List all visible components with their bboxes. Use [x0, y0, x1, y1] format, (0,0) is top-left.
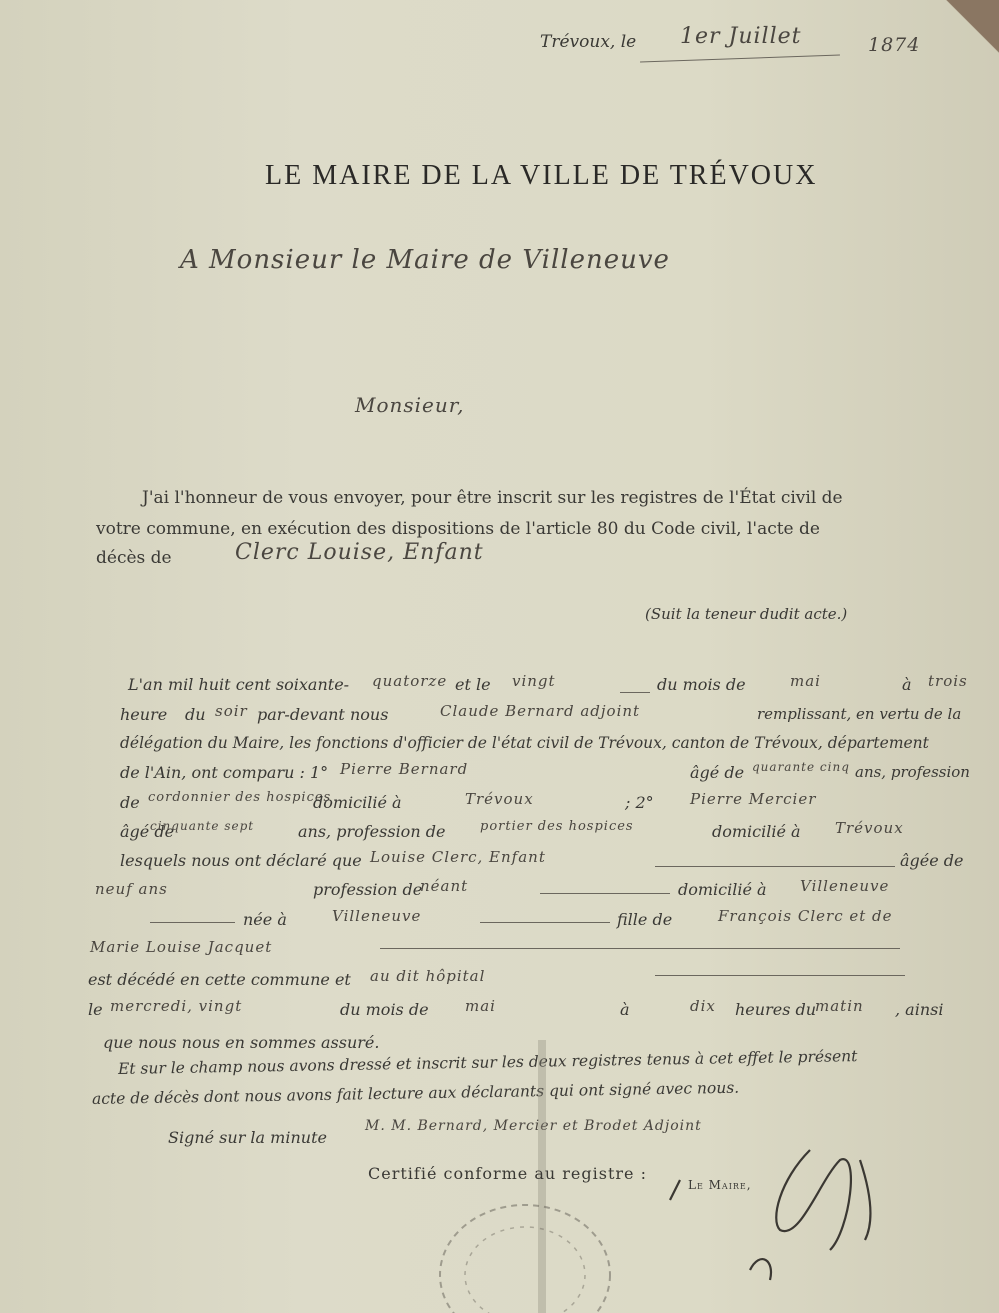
act-handwriting: Villeneuve — [332, 907, 422, 925]
act-handwriting: dix — [690, 997, 716, 1015]
act-text: du mois de — [340, 1000, 429, 1019]
act-text: de — [120, 793, 140, 812]
act-handwriting: M. M. Bernard, Mercier et Brodet Adjoint — [365, 1118, 702, 1134]
page-corner-shadow — [939, 0, 999, 70]
intro-line-1: J'ai l'honneur de vous envoyer, pour être inscrit sur les registres de l'État civil de — [142, 488, 843, 508]
blank-line — [540, 893, 670, 894]
act-text: délégation du Maire, les fonctions d'officier de l'état civil de Trévoux, canton de Trévoux, département — [120, 734, 929, 752]
act-text: ans, profession — [855, 763, 970, 781]
note: (Suit la teneur dudit acte.) — [645, 605, 848, 623]
official-stamp — [425, 1185, 625, 1313]
act-handwriting: cinquante sept — [150, 819, 255, 833]
act-handwriting: vingt — [512, 672, 556, 690]
act-handwriting: Pierre Mercier — [690, 790, 817, 808]
act-text: du mois de — [657, 675, 746, 694]
certification: Certifié conforme au registre : — [368, 1164, 647, 1183]
act-text: âgé de — [120, 822, 175, 841]
act-text: et le — [455, 675, 491, 694]
act-text: L'an mil huit cent soixante- — [128, 675, 350, 694]
act-text: Et sur le champ nous avons dressé et inscrit sur les deux registres tenus à cet effet le présent — [117, 1047, 858, 1078]
act-text: âgée de — [900, 851, 964, 870]
act-text: est décédé en cette commune et — [88, 970, 351, 989]
salutation: Monsieur, — [355, 393, 465, 417]
blank-line — [655, 975, 905, 976]
act-handwriting: Trévoux — [465, 790, 534, 808]
act-text: née à — [243, 910, 287, 929]
act-text: du — [185, 705, 206, 724]
page-title: LE MAIRE DE LA VILLE DE TRÉVOUX — [265, 160, 818, 191]
addressee: A Monsieur le Maire de Villeneuve — [180, 245, 670, 275]
act-text: domicilié à — [712, 822, 801, 841]
act-text: le — [88, 1000, 103, 1019]
act-text: ; 2° — [625, 793, 654, 812]
blank-line — [480, 922, 610, 923]
blank-line — [655, 866, 895, 867]
act-text: , ainsi — [895, 1000, 944, 1019]
act-handwriting: quarante cinq — [752, 760, 850, 774]
act-text: âgé de — [690, 763, 745, 782]
act-handwriting: mai — [465, 997, 496, 1015]
act-handwriting: trois — [928, 672, 968, 690]
intro-line-2: votre commune, en exécution des dispositions de l'article 80 du Code civil, l'acte de — [96, 519, 820, 539]
act-handwriting: au dit hôpital — [370, 967, 486, 985]
act-handwriting: Trévoux — [835, 819, 904, 837]
deceased-name: Clerc Louise, Enfant — [235, 540, 484, 565]
act-handwriting: matin — [815, 997, 864, 1015]
mayor-signature — [660, 1140, 920, 1290]
act-handwriting: Louise Clerc, Enfant — [370, 848, 546, 866]
act-handwriting: soir — [215, 702, 248, 720]
header-place: Trévoux, le — [540, 32, 637, 52]
act-text: remplissant, en vertu de la — [757, 705, 962, 723]
act-text: heures du — [735, 1000, 817, 1019]
act-text: domicilié à — [313, 793, 402, 812]
act-text: heure — [120, 705, 168, 724]
blank-line — [150, 922, 235, 923]
intro-line-3-prefix: décès de — [96, 548, 172, 568]
act-text: de l'Ain, ont comparu : 1° — [120, 763, 329, 782]
act-handwriting: François Clerc et de — [718, 907, 893, 925]
act-text: ans, profession de — [298, 822, 446, 841]
act-handwriting: Claude Bernard adjoint — [440, 702, 641, 720]
date-underline — [640, 55, 840, 63]
header-year: 1874 — [868, 34, 921, 56]
act-text: à — [620, 1000, 630, 1019]
act-text: fille de — [617, 910, 673, 929]
act-handwriting: Marie Louise Jacquet — [90, 938, 273, 956]
act-text: que nous nous en sommes assuré. — [103, 1033, 380, 1052]
act-handwriting: mercredi, vingt — [110, 997, 243, 1015]
act-handwriting: mai — [790, 672, 821, 690]
signature-label: Le Maire, — [688, 1178, 752, 1192]
act-text: Signé sur la minute — [168, 1128, 327, 1147]
act-text: acte de décès dont nous avons fait lecture aux déclarants qui ont signé avec nous. — [91, 1078, 740, 1108]
act-handwriting: Pierre Bernard — [340, 760, 469, 778]
act-handwriting: Villeneuve — [800, 877, 890, 895]
act-text: par-devant nous — [257, 705, 389, 724]
act-text: lesquels nous ont déclaré que — [120, 851, 362, 870]
act-text: profession de — [313, 880, 423, 899]
act-handwriting: néant — [420, 877, 469, 895]
act-text: domicilié à — [678, 880, 767, 899]
header-date: 1er Juillet — [680, 24, 802, 49]
act-handwriting: cordonnier des hospices — [148, 790, 332, 805]
act-text: à — [902, 675, 912, 694]
blank-line — [620, 692, 650, 693]
act-handwriting: quatorze — [372, 672, 448, 690]
act-handwriting: neuf ans — [95, 880, 168, 898]
act-handwriting: portier des hospices — [480, 819, 634, 834]
blank-line — [380, 948, 900, 949]
